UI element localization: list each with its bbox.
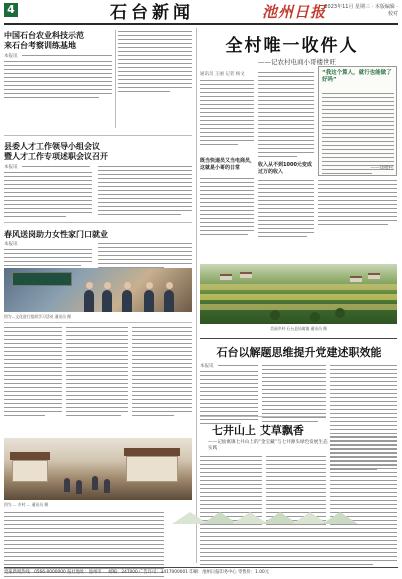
lead-headline: 全村唯一收件人 xyxy=(225,36,359,56)
article-2-body-b xyxy=(4,172,92,217)
article-2-body-a xyxy=(22,166,90,167)
article-1-body-c xyxy=(118,31,192,92)
feature-headline: 七井山上 艾草飘香 xyxy=(212,424,304,437)
feature-body-d xyxy=(200,528,397,565)
article-3-body-b xyxy=(98,243,192,268)
mountain-decoration xyxy=(172,510,368,524)
article-1-body-a xyxy=(22,55,112,56)
article-2-headline-2: 暨人才工作专项述职会议召开 xyxy=(4,151,108,161)
feature-deck: ——记仙寓镇七井山上的“金宝藏”与七井源头绿色发展生态实践 xyxy=(208,440,328,451)
article-1-tag: 本报讯 xyxy=(4,54,18,59)
article-1-headline-1: 中国石台农业科技示范 xyxy=(4,30,84,40)
article-3-tag: 本报讯 xyxy=(4,242,18,247)
article-4-headline: 石台以解题思维提升党建述职效能 xyxy=(216,346,382,359)
section-divider xyxy=(200,416,326,417)
section-title: 石台新闻 xyxy=(110,3,194,23)
lead-body-c xyxy=(258,72,314,157)
section-divider xyxy=(4,322,192,323)
page-number: 4 xyxy=(4,3,18,17)
lead-body-a xyxy=(200,80,254,145)
article-5-body-c xyxy=(132,327,192,416)
article-5-body-a xyxy=(4,327,62,416)
sidebar-byline: ——徐楼村 xyxy=(370,166,393,171)
article-5-body-b xyxy=(66,327,128,416)
lead-body-b xyxy=(200,178,254,235)
article-3-headline: 春风送岗助力女性家门口就业 xyxy=(4,229,108,239)
page-footer: 党报新闻热线：0566-0000000 报社地址：池州市 … 邮编：247000 广告许可：3417000001 印刷：池州日报印务中心 零售价：1.00元 xyxy=(4,570,269,575)
article-4-body-a xyxy=(218,365,258,366)
page-column-divider xyxy=(196,28,197,563)
column-divider xyxy=(115,30,116,128)
lead-subhead-2: 收入从不到1000元变成过万的收入 xyxy=(258,162,312,175)
article-2-tag: 本报讯 xyxy=(4,165,18,170)
newspaper-logo: 池州日报 xyxy=(262,3,327,21)
classroom-photo-caption: 图为…文化进行组织学习活动 通讯员 摄 xyxy=(4,314,71,319)
masthead-rule xyxy=(4,23,398,25)
lead-byline: 通讯员 王丽 记者 杨文 xyxy=(200,72,245,77)
section-divider xyxy=(4,222,192,223)
classroom-photo xyxy=(4,268,192,312)
sidebar-tag: “我这个算人，就行也能做了好吗” xyxy=(322,70,392,83)
field-photo-caption: 美丽乡村·石台县仙寓镇 通讯员 摄 xyxy=(270,326,327,331)
sidebar-body xyxy=(322,93,394,174)
article-3-body-a xyxy=(4,249,92,266)
lead-body-d xyxy=(258,180,314,237)
lead-body-e xyxy=(318,180,397,225)
article-2-body-c xyxy=(98,166,192,215)
article-1-body-b xyxy=(4,61,112,98)
article-2-headline-1: 县委人才工作领导小组会议 xyxy=(4,141,100,151)
section-divider xyxy=(4,135,192,136)
lead-deck: ——记农村电商小哥楼世旺 xyxy=(258,58,336,66)
village-photo-caption: 图为 … 乡村 … 通讯员 摄 xyxy=(4,502,49,507)
footer-rule xyxy=(4,567,398,568)
feature-body-c xyxy=(330,436,397,541)
article-4-body-c xyxy=(262,365,326,422)
village-field-photo xyxy=(200,264,397,324)
section-divider xyxy=(200,338,397,339)
article-1-headline-2: 来石台考察训练基地 xyxy=(4,40,76,50)
lead-subhead-1: 既当快递员又当电商员，这就是小哥的日常 xyxy=(200,158,256,171)
article-4-tag: 本报讯 xyxy=(200,364,214,369)
village-photo xyxy=(4,438,192,500)
issue-meta: 2023年11月 星期三 · 本版编辑 · 校对 xyxy=(324,4,398,17)
sidebar-box xyxy=(318,66,397,176)
